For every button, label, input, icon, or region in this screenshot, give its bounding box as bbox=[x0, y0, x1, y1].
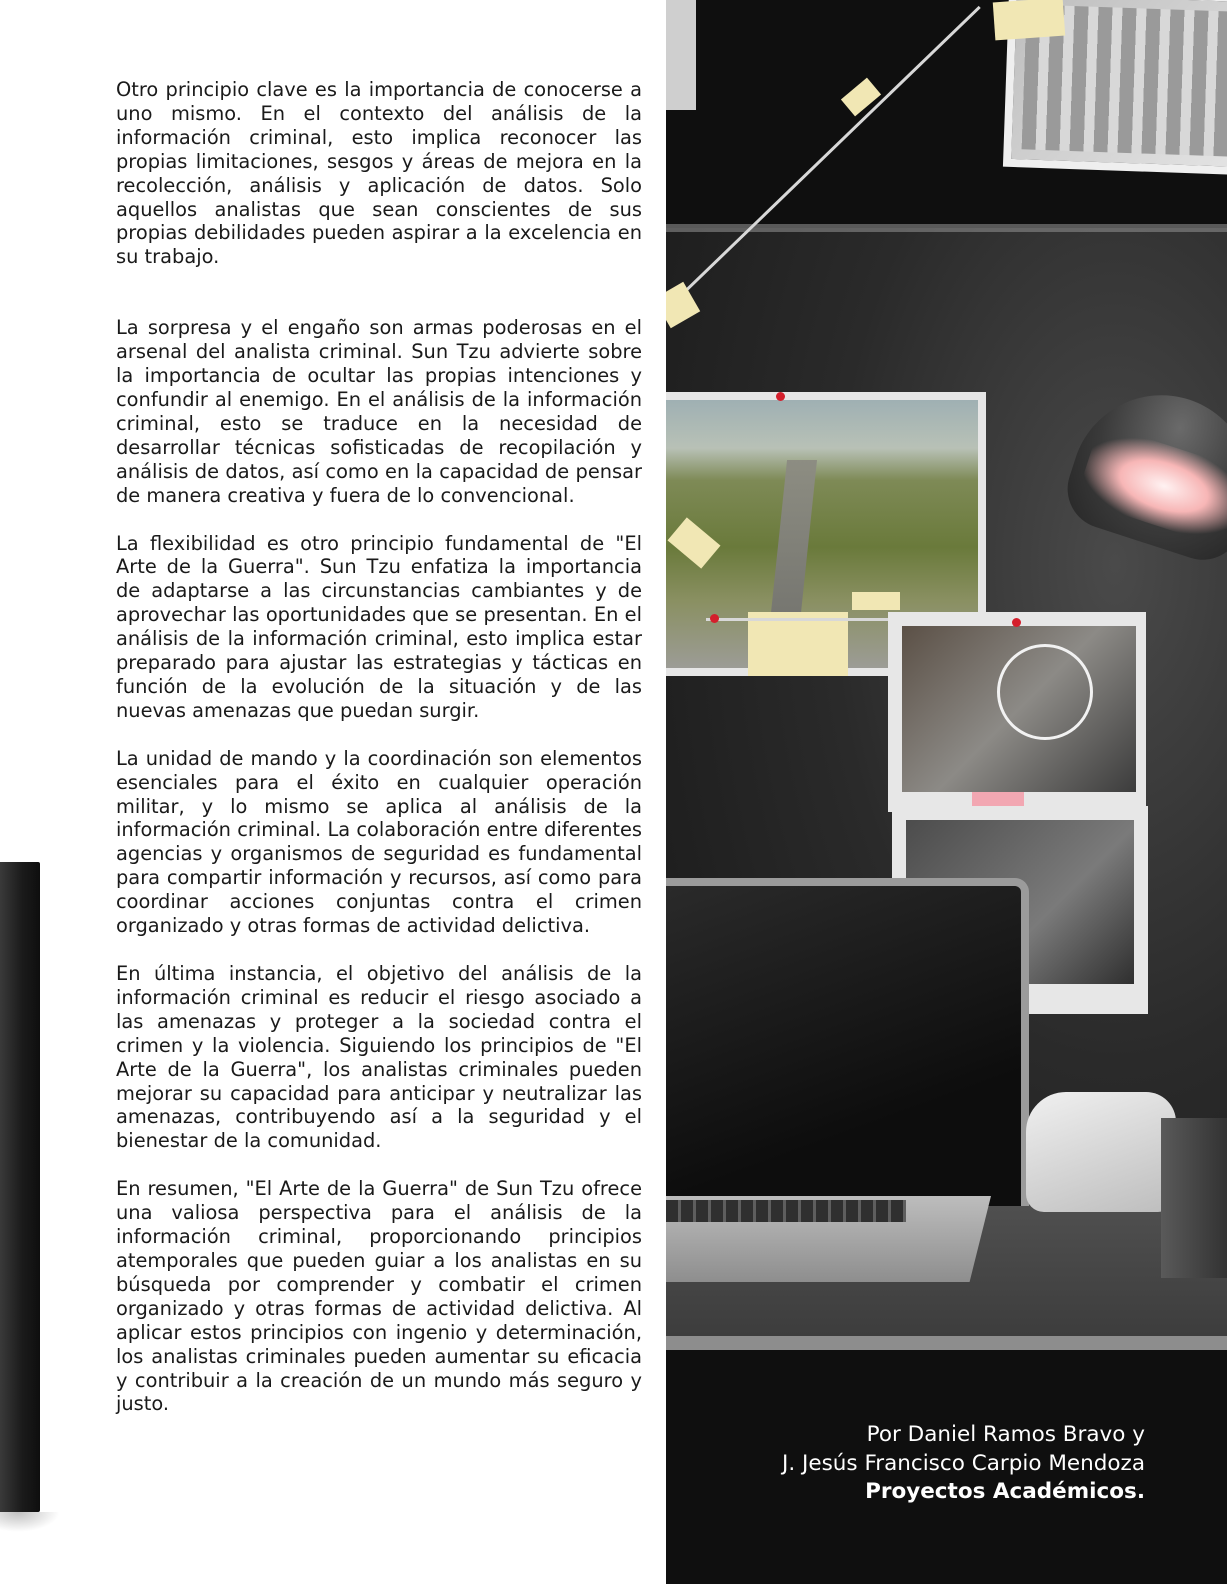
byline-authors-line-1: Por Daniel Ramos Bravo y bbox=[866, 1422, 1145, 1447]
article-body bbox=[116, 78, 642, 1440]
paragraph-4: La unidad de mando y la coordinación son elementos esenciales para el éxito en cualquier operación militar, y lo mismo se aplica al análisis de la información criminal. La colaboración entre diferentes agencias y organismos de seguridad es fundamental para compartir información y recursos, así como para coordinar acciones conjuntas contra el crimen organizado y otras formas de actividad delictiva. bbox=[116, 746, 642, 938]
paragraph-6: En resumen, "El Arte de la Guerra" de Sun Tzu ofrece una valiosa perspectiva para el análisis de la información criminal, proporcionando principios atemporales que pueden guiar a los analistas en su búsqueda por comprender y combatir el crimen organizado y otras formas de actividad delictiva. Al aplicar estos principios con ingenio y determinación, los analistas criminales pueden aumentar su eficacia y contribuir a la creación de un mundo más seguro y justo. bbox=[116, 1177, 642, 1416]
paragraph-1: Otro principio clave es la importancia de conocerse a uno mismo. En el contexto del análisis de la información criminal, esto implica reconocer las propias limitaciones, sesgos y áreas de mejora en la recolección, análisis y aplicación de datos. Solo aquellos analistas que sean conscientes de sus propias debilidades pueden aspirar a la excelencia en su trabajo. bbox=[116, 78, 642, 269]
book-edge-decoration bbox=[0, 862, 42, 1522]
byline-organization: Proyectos Académicos. bbox=[865, 1479, 1145, 1505]
paragraph-2: La sorpresa y el engaño son armas poderosas en el arsenal del analista criminal. Sun Tzu advierte sobre la importancia de ocultar las propias intenciones y confundir al enemigo. En el análisis de la información criminal, esto se traduce en la necesidad de desarrollar técnicas sofisticadas de recopilación y análisis de datos, así como en la capacidad de pensar de manera creativa y fuera de lo convencional. bbox=[116, 316, 642, 507]
investigation-board-photo bbox=[666, 0, 1227, 1584]
paragraph-5: En última instancia, el objetivo del análisis de la información criminal es reducir el riesgo asociado a las amenazas y proteger a la sociedad contra el crimen y la violencia. Siguiendo los principios de "El Arte de la Guerra", los analistas criminales pueden mejorar su capacidad para anticipar y neutralizar las amenazas, contribuyendo así a la seguridad y el bienestar de la comunidad. bbox=[116, 962, 642, 1153]
byline-authors-line-2: J. Jesús Francisco Carpio Mendoza bbox=[782, 1450, 1145, 1476]
paragraph-3: La flexibilidad es otro principio fundamental de "El Arte de la Guerra". Sun Tzu enfatiza la importancia de adaptarse a las circunstancias cambiantes y de aprovechar las oportunidades que se presentan. En el análisis de la información criminal, esto implica estar preparado para ajustar las estrategias y tácticas en función de la evolución de la situación y de las nuevas amenazas que puedan surgir. bbox=[116, 531, 642, 722]
author-byline bbox=[685, 1421, 1145, 1507]
